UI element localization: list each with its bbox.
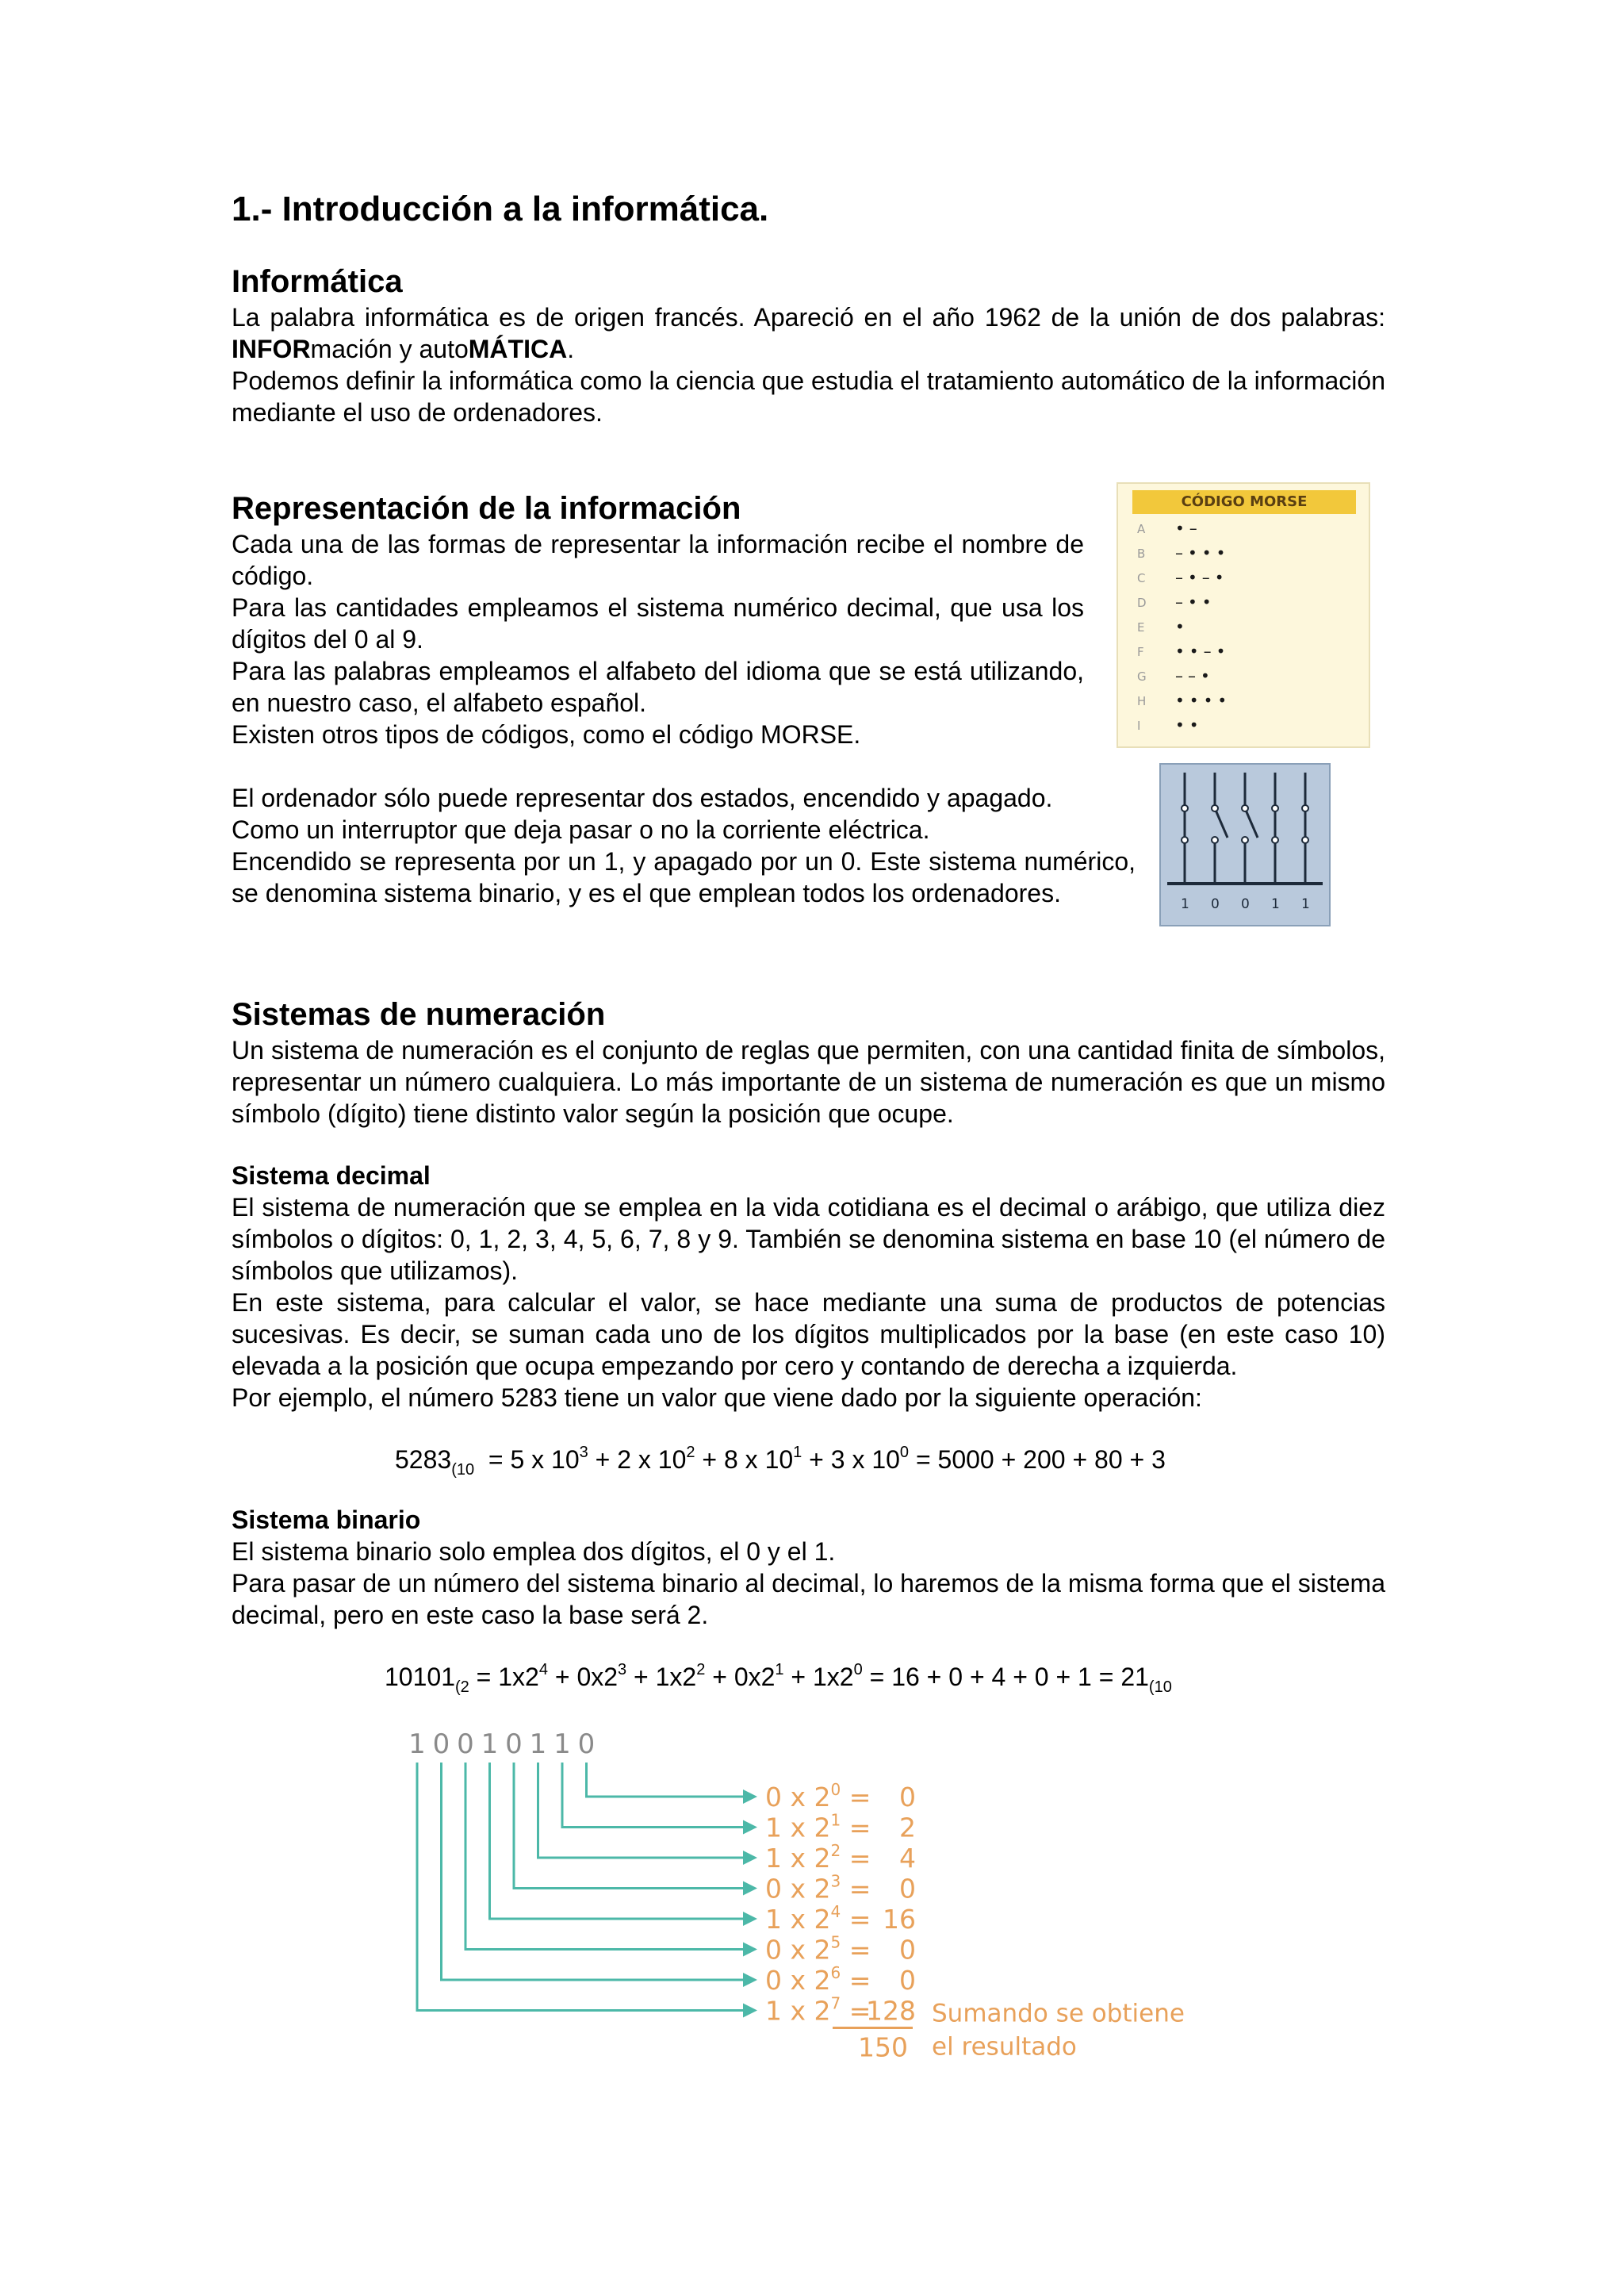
para-decimal-digits: Para las cantidades empleamos el sistema numérico decimal, que usa los dígitos del 0 al 9. [232, 593, 1084, 654]
para-interruptor: Como un interruptor que deja pasar o no la corriente eléctrica. [232, 815, 930, 844]
morse-code: • [1175, 617, 1189, 636]
morse-row [1137, 692, 1343, 716]
morse-letter: B [1137, 547, 1146, 561]
morse-row [1137, 643, 1343, 667]
connector-line [490, 1763, 745, 1919]
arrow-head [743, 1912, 757, 1926]
para-decimal-3: Por ejemplo, el número 5283 tiene un valor que viene dado por la siguiente operación: [232, 1383, 1202, 1412]
power-term: 0 x $2^6$ = [765, 1963, 871, 1996]
sum-note-line2: el resultado [932, 2032, 1077, 2062]
para-informatica-origin: La palabra informática es de origen francés. Apareció en el año 1962 de la unión de dos palabras: INFORmación y autoMÁTICA. [232, 303, 1385, 363]
connector-line [562, 1763, 745, 1828]
sum-total: 150 [858, 2031, 908, 2063]
power-term: 1 x $2^2$ = [765, 1841, 871, 1874]
switch-contact [1272, 805, 1278, 811]
power-value: 0 [899, 1782, 916, 1812]
morse-code: ––• [1175, 666, 1215, 685]
power-term: 1 x $2^1$ = [765, 1810, 871, 1843]
morse-row [1137, 545, 1343, 569]
connector-line [442, 1763, 745, 1980]
morse-code-figure [1116, 482, 1370, 748]
heading-sistema-binario: Sistema binario [232, 1506, 421, 1534]
morse-row [1137, 520, 1343, 544]
para-decimal-2: En este sistema, para calcular el valor, se hace mediante una suma de productos de potencias sucesivas. Es decir, se suman cada uno de los dígitos multiplicados por la base (en este caso 10) elevada a la posición que ocupa empezando por cero y contando de derecha a izquierda. [232, 1288, 1385, 1380]
binary-bit: 1 [529, 1728, 547, 1760]
morse-code: –•• [1175, 593, 1216, 612]
power-term: 0 x $2^5$ = [765, 1932, 871, 1966]
morse-row [1137, 570, 1343, 593]
power-term: 1 x $2^4$ = [765, 1902, 871, 1935]
binary-bit: 0 [505, 1728, 523, 1760]
power-value: 128 [866, 1995, 916, 2027]
equation-decimal: $5283_{(10} = 5$ x $10^3 + 2$ x $10^2 + 8$ x $10^1 + 3$ x $10^0 = 5000 + 200 + 80 + 3$ [395, 1444, 1166, 1479]
connector-line [587, 1763, 745, 1797]
morse-code: •– [1175, 519, 1202, 538]
morse-letter: A [1137, 522, 1146, 536]
switch-blade [1215, 808, 1228, 838]
switch-contact [1302, 805, 1308, 811]
binary-bit: 0 [432, 1728, 450, 1760]
morse-letter: F [1137, 645, 1144, 659]
para-morse-mention: Existen otros tipos de códigos, como el código MORSE. [232, 720, 861, 749]
switch-label: 1 [1301, 896, 1310, 912]
morse-letter: E [1137, 620, 1145, 635]
morse-letter: I [1137, 719, 1141, 733]
binary-bit: 0 [457, 1728, 474, 1760]
para-decimal-1: El sistema de numeración que se emplea en la vida cotidiana es el decimal o arábigo, que utiliza diez símbolos o dígitos: 0, 1, 2, 3, 4, 5, 6, 7, 8 y 9. También se denomina sistema en base 10 (el número de símbolos que utilizamos). [232, 1193, 1385, 1285]
para-sistema-definicion: Un sistema de numeración es el conjunto de reglas que permiten, con una cantidad finita de símbolos, representar un número cualquiera. Lo más importante de un sistema de numeración es que un mismo símbolo (dígito) tiene distinto valor según la posición que ocupe. [232, 1036, 1385, 1128]
para-informatica-definition: Podemos definir la informática como la ciencia que estudia el tratamiento automático de la información mediante el uso de ordenadores. [232, 366, 1385, 427]
heading-representacion: Representación de la información [232, 491, 741, 526]
switch-contact [1212, 805, 1218, 811]
arrow-head [743, 1943, 757, 1957]
arrow-head [743, 2004, 757, 2018]
power-value: 0 [899, 1965, 916, 1996]
power-value: 16 [883, 1904, 916, 1935]
para-alfabeto: Para las palabras empleamos el alfabeto del idioma que se está utilizando, en nuestro caso, el alfabeto español. [232, 657, 1084, 717]
heading-sistemas-numeracion: Sistemas de numeración [232, 997, 606, 1032]
power-term: 0 x $2^3$ = [765, 1871, 871, 1904]
connector-line [465, 1763, 745, 1950]
switch-contact [1182, 837, 1188, 843]
switch-label: 1 [1271, 896, 1280, 912]
power-term: 0 x $2^0$ = [765, 1780, 871, 1812]
arrow-head [743, 1881, 757, 1896]
switch-contact [1272, 837, 1278, 843]
morse-row [1137, 619, 1343, 643]
morse-letter: G [1137, 669, 1147, 684]
morse-letter: H [1137, 694, 1147, 708]
binary-bit: 0 [577, 1728, 596, 1760]
power-term: 1 x $2^7$ = [765, 1993, 871, 2027]
switch-contact [1242, 805, 1248, 811]
switch-labels [1161, 893, 1329, 917]
morse-title: CÓDIGO MORSE [1132, 490, 1356, 514]
switch-contact [1182, 805, 1188, 811]
switch-contact [1212, 837, 1218, 843]
para-binario-2: Para pasar de un número del sistema binario al decimal, lo haremos de la misma forma que el sistema decimal, pero en este caso la base será 2. [232, 1569, 1385, 1629]
binary-bit: 1 [408, 1728, 426, 1760]
page-title: 1.- Introducción a la informática. [232, 190, 769, 228]
para-estados: El ordenador sólo puede representar dos estados, encendido y apagado. [232, 784, 1053, 812]
morse-code: •••• [1175, 691, 1232, 710]
power-value: 2 [899, 1812, 916, 1843]
arrow-head [743, 1789, 757, 1804]
para-codigo: Cada una de las formas de representar la información recibe el nombre de código. [232, 530, 1084, 590]
switch-blade [1245, 808, 1258, 838]
sum-note-line1: Sumando se obtiene [932, 1999, 1185, 2028]
arrow-head [743, 1851, 757, 1865]
equation-binario: $10101_{(2} = 1x2^4 + 0x2^3 + 1x2^2 + 0x2^1 + 1x2^0 = 16 + 0 + 4 + 0 + 1 = 21_{(10}$ [385, 1661, 1172, 1696]
morse-code: –•–• [1175, 568, 1229, 587]
morse-code: –••• [1175, 543, 1231, 562]
switch-label: 0 [1211, 896, 1220, 912]
binary-bit: 1 [481, 1728, 499, 1760]
morse-row [1137, 717, 1343, 741]
para-binario-ordenadores: Encendido se representa por un 1, y apagado por un 0. Este sistema numérico, se denomina sistema binario, y es el que emplean todos los ordenadores. [232, 847, 1136, 907]
power-value: 0 [899, 1934, 916, 1966]
power-value: 0 [899, 1873, 916, 1904]
arrow-head [743, 1820, 757, 1835]
switch-contact [1302, 837, 1308, 843]
morse-code: ••–• [1175, 642, 1231, 661]
switches-figure [1159, 763, 1331, 926]
morse-letter: D [1137, 596, 1147, 610]
morse-code: •• [1175, 715, 1204, 735]
para-binario-1: El sistema binario solo emplea dos dígitos, el 0 y el 1. [232, 1537, 836, 1566]
morse-letter: C [1137, 571, 1146, 585]
switch-label: 0 [1241, 896, 1250, 912]
heading-informatica: Informática [232, 264, 403, 299]
switch-label: 1 [1181, 896, 1189, 912]
arrow-head [743, 1973, 757, 1987]
binary-conversion-figure [396, 1721, 1221, 2094]
morse-row [1137, 594, 1343, 618]
morse-row [1137, 668, 1343, 692]
binary-bit: 1 [553, 1728, 571, 1760]
power-value: 4 [899, 1843, 916, 1874]
binary-conversion-diagram [396, 1721, 1221, 2094]
connector-line [514, 1763, 745, 1889]
heading-sistema-decimal: Sistema decimal [232, 1161, 431, 1190]
switch-contact [1242, 837, 1248, 843]
connector-line [538, 1763, 745, 1858]
